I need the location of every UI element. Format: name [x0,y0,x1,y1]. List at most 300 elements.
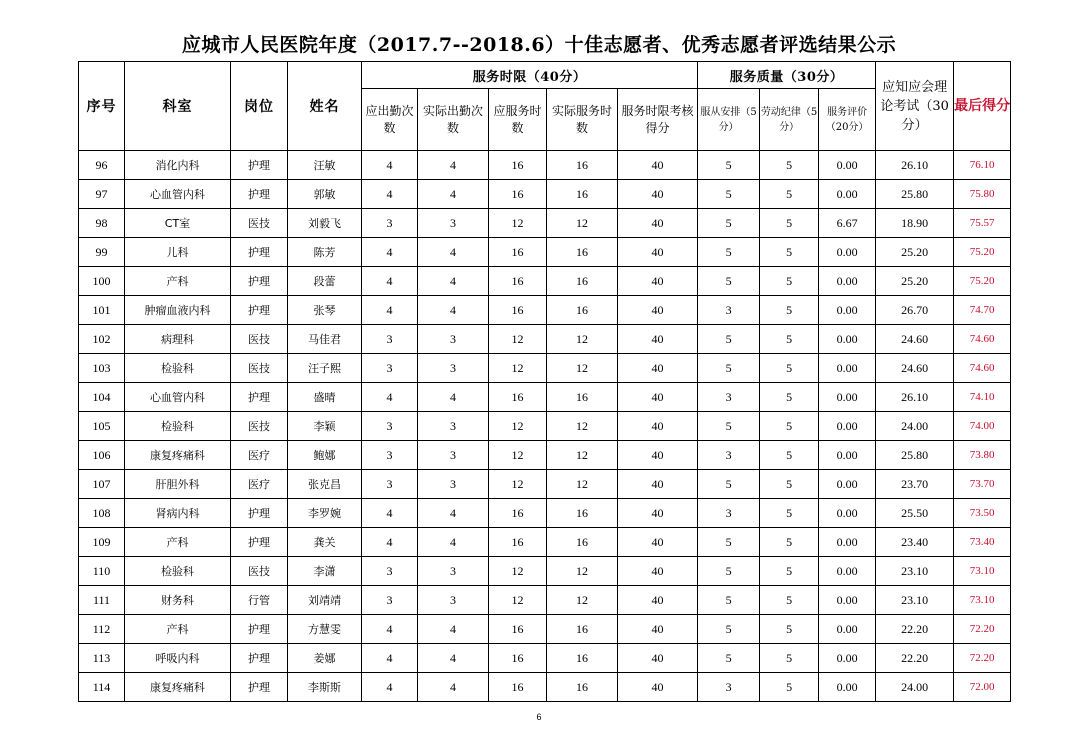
cell-evaluation: 0.00 [819,267,876,296]
table-row [79,528,1011,557]
cell-dept: 心血管内科 [125,383,231,412]
cell-discipline: 5 [760,296,819,325]
cell-final-score: 72.20 [954,644,1011,673]
cell-actual-attendance: 4 [418,296,489,325]
cell-discipline: 5 [760,499,819,528]
cell-discipline: 5 [760,209,819,238]
cell-expected-hours: 12 [489,209,547,238]
cell-actual-hours: 12 [547,586,618,615]
cell-evaluation: 0.00 [819,441,876,470]
cell-final-score: 74.00 [954,412,1011,441]
cell-actual-hours: 16 [547,673,618,702]
cell-discipline: 5 [760,441,819,470]
cell-dept: 心血管内科 [125,180,231,209]
cell-dept: 康复疼痛科 [125,673,231,702]
cell-expected-hours: 16 [489,180,547,209]
cell-evaluation: 0.00 [819,586,876,615]
cell-final-score: 73.50 [954,499,1011,528]
cell-obey: 5 [698,644,760,673]
cell-exam: 24.60 [876,354,954,383]
cell-expected-attendance: 3 [362,586,418,615]
cell-expected-attendance: 4 [362,383,418,412]
cell-obey: 5 [698,557,760,586]
cell-exam: 23.10 [876,557,954,586]
cell-actual-hours: 12 [547,209,618,238]
table-row [79,673,1011,702]
cell-expected-hours: 16 [489,673,547,702]
cell-dept: 儿科 [125,238,231,267]
cell-actual-hours: 16 [547,267,618,296]
cell-exam: 24.00 [876,673,954,702]
table-row [79,412,1011,441]
header-discipline: 劳动纪律（5分） [760,89,819,151]
cell-expected-hours: 16 [489,296,547,325]
cell-seq: 113 [79,644,125,673]
cell-expected-attendance: 4 [362,528,418,557]
header-time-score: 服务时限考核得分 [618,89,698,151]
cell-dept: 产科 [125,267,231,296]
cell-expected-hours: 16 [489,644,547,673]
cell-evaluation: 6.67 [819,209,876,238]
table-row [79,180,1011,209]
cell-actual-attendance: 3 [418,441,489,470]
cell-exam: 18.90 [876,209,954,238]
cell-actual-attendance: 4 [418,499,489,528]
cell-time-score: 40 [618,673,698,702]
cell-discipline: 5 [760,673,819,702]
cell-expected-attendance: 3 [362,412,418,441]
cell-evaluation: 0.00 [819,238,876,267]
cell-time-score: 40 [618,354,698,383]
cell-actual-hours: 16 [547,383,618,412]
cell-dept: 检验科 [125,557,231,586]
cell-expected-hours: 16 [489,528,547,557]
cell-actual-attendance: 4 [418,180,489,209]
cell-seq: 112 [79,615,125,644]
cell-exam: 24.00 [876,412,954,441]
cell-final-score: 73.10 [954,586,1011,615]
cell-exam: 25.50 [876,499,954,528]
cell-actual-attendance: 3 [418,354,489,383]
cell-obey: 3 [698,383,760,412]
cell-name: 李罗婉 [288,499,362,528]
cell-actual-hours: 16 [547,499,618,528]
header-final-score: 最后得分 [954,62,1011,151]
cell-time-score: 40 [618,586,698,615]
header-name: 姓名 [288,62,362,151]
cell-expected-attendance: 4 [362,296,418,325]
cell-name: 李颖 [288,412,362,441]
cell-exam: 26.70 [876,296,954,325]
page-number: 6 [536,712,542,722]
table-row [79,644,1011,673]
table-row [79,586,1011,615]
cell-expected-hours: 16 [489,499,547,528]
cell-discipline: 5 [760,238,819,267]
cell-post: 护理 [231,383,288,412]
cell-name: 张克昌 [288,470,362,499]
cell-actual-hours: 16 [547,528,618,557]
cell-actual-hours: 12 [547,325,618,354]
cell-actual-attendance: 4 [418,644,489,673]
cell-seq: 108 [79,499,125,528]
cell-time-score: 40 [618,209,698,238]
cell-dept: 肾病内科 [125,499,231,528]
cell-name: 张琴 [288,296,362,325]
cell-name: 汪敏 [288,151,362,180]
cell-expected-hours: 12 [489,586,547,615]
cell-seq: 104 [79,383,125,412]
cell-final-score: 73.70 [954,470,1011,499]
cell-expected-hours: 16 [489,267,547,296]
cell-final-score: 75.20 [954,238,1011,267]
cell-final-score: 73.80 [954,441,1011,470]
cell-time-score: 40 [618,325,698,354]
cell-name: 马佳君 [288,325,362,354]
cell-actual-attendance: 3 [418,325,489,354]
cell-actual-hours: 16 [547,151,618,180]
cell-obey: 5 [698,528,760,557]
cell-exam: 22.20 [876,644,954,673]
cell-post: 护理 [231,673,288,702]
cell-expected-attendance: 3 [362,470,418,499]
cell-seq: 111 [79,586,125,615]
cell-name: 陈芳 [288,238,362,267]
cell-evaluation: 0.00 [819,615,876,644]
cell-evaluation: 0.00 [819,557,876,586]
cell-post: 护理 [231,238,288,267]
cell-dept: 检验科 [125,354,231,383]
cell-discipline: 5 [760,180,819,209]
cell-discipline: 5 [760,412,819,441]
cell-post: 护理 [231,151,288,180]
cell-evaluation: 0.00 [819,296,876,325]
cell-actual-hours: 12 [547,412,618,441]
cell-actual-attendance: 4 [418,151,489,180]
cell-expected-hours: 12 [489,412,547,441]
cell-actual-attendance: 4 [418,673,489,702]
cell-time-score: 40 [618,180,698,209]
cell-time-score: 40 [618,644,698,673]
cell-discipline: 5 [760,644,819,673]
table-row [79,267,1011,296]
cell-evaluation: 0.00 [819,354,876,383]
cell-obey: 5 [698,354,760,383]
cell-final-score: 74.60 [954,354,1011,383]
cell-evaluation: 0.00 [819,180,876,209]
cell-actual-attendance: 4 [418,267,489,296]
cell-seq: 109 [79,528,125,557]
cell-dept: 消化内科 [125,151,231,180]
cell-obey: 5 [698,325,760,354]
cell-discipline: 5 [760,267,819,296]
cell-dept: 产科 [125,615,231,644]
cell-time-score: 40 [618,267,698,296]
cell-time-score: 40 [618,615,698,644]
cell-post: 护理 [231,499,288,528]
table-row [79,557,1011,586]
cell-name: 鲍娜 [288,441,362,470]
cell-time-score: 40 [618,499,698,528]
results-table [78,61,1011,702]
cell-dept: 呼吸内科 [125,644,231,673]
cell-final-score: 75.20 [954,267,1011,296]
cell-expected-attendance: 4 [362,238,418,267]
table-row [79,151,1011,180]
cell-seq: 97 [79,180,125,209]
cell-exam: 25.80 [876,180,954,209]
cell-evaluation: 0.00 [819,644,876,673]
cell-exam: 26.10 [876,383,954,412]
cell-obey: 5 [698,615,760,644]
cell-expected-attendance: 4 [362,180,418,209]
table-row [79,296,1011,325]
cell-seq: 99 [79,238,125,267]
cell-time-score: 40 [618,151,698,180]
cell-expected-attendance: 4 [362,644,418,673]
page-title: 应城市人民医院年度（2017.7--2018.6）十佳志愿者、优秀志愿者评选结果公示 [181,34,897,56]
cell-expected-attendance: 4 [362,267,418,296]
cell-seq: 107 [79,470,125,499]
table-row [79,499,1011,528]
cell-post: 医技 [231,325,288,354]
header-service-time-group: 服务时限（40分） [362,62,698,89]
cell-seq: 102 [79,325,125,354]
cell-post: 护理 [231,644,288,673]
cell-name: 郭敏 [288,180,362,209]
cell-dept: 产科 [125,528,231,557]
cell-actual-attendance: 3 [418,412,489,441]
cell-actual-attendance: 3 [418,586,489,615]
cell-actual-hours: 16 [547,615,618,644]
cell-expected-attendance: 4 [362,151,418,180]
cell-name: 姜娜 [288,644,362,673]
cell-obey: 5 [698,412,760,441]
table-row [79,209,1011,238]
header-obey: 服从安排（5分） [698,89,760,151]
header-actual-hours: 实际服务时数 [547,89,618,151]
table-row [79,615,1011,644]
header-actual-attendance: 实际出勤次数 [418,89,489,151]
cell-final-score: 76.10 [954,151,1011,180]
cell-seq: 96 [79,151,125,180]
cell-obey: 5 [698,209,760,238]
cell-actual-hours: 16 [547,296,618,325]
cell-actual-hours: 16 [547,238,618,267]
cell-time-score: 40 [618,412,698,441]
cell-dept: 检验科 [125,412,231,441]
cell-final-score: 73.40 [954,528,1011,557]
cell-actual-attendance: 4 [418,238,489,267]
cell-obey: 3 [698,673,760,702]
cell-obey: 3 [698,499,760,528]
cell-post: 护理 [231,296,288,325]
cell-post: 医疗 [231,441,288,470]
cell-exam: 22.20 [876,615,954,644]
cell-expected-hours: 12 [489,470,547,499]
cell-obey: 3 [698,296,760,325]
cell-post: 医疗 [231,470,288,499]
cell-expected-attendance: 3 [362,441,418,470]
cell-actual-attendance: 4 [418,615,489,644]
cell-final-score: 72.00 [954,673,1011,702]
cell-seq: 114 [79,673,125,702]
header-post: 岗位 [231,62,288,151]
cell-dept: CT室 [125,209,231,238]
cell-final-score: 75.80 [954,180,1011,209]
cell-expected-attendance: 4 [362,499,418,528]
cell-evaluation: 0.00 [819,383,876,412]
table-row [79,354,1011,383]
cell-discipline: 5 [760,354,819,383]
cell-exam: 25.80 [876,441,954,470]
cell-discipline: 5 [760,325,819,354]
cell-actual-hours: 12 [547,441,618,470]
cell-actual-hours: 12 [547,470,618,499]
cell-obey: 5 [698,238,760,267]
cell-dept: 财务科 [125,586,231,615]
cell-seq: 100 [79,267,125,296]
cell-obey: 5 [698,470,760,499]
cell-expected-attendance: 4 [362,615,418,644]
cell-time-score: 40 [618,470,698,499]
cell-name: 方慧雯 [288,615,362,644]
cell-evaluation: 0.00 [819,528,876,557]
cell-expected-hours: 16 [489,615,547,644]
cell-actual-attendance: 3 [418,209,489,238]
cell-evaluation: 0.00 [819,673,876,702]
cell-expected-attendance: 3 [362,209,418,238]
cell-obey: 5 [698,180,760,209]
header-evaluation: 服务评价（20分） [819,89,876,151]
cell-dept: 病理科 [125,325,231,354]
cell-exam: 24.60 [876,325,954,354]
cell-exam: 23.70 [876,470,954,499]
cell-actual-hours: 16 [547,180,618,209]
cell-post: 医技 [231,354,288,383]
cell-seq: 110 [79,557,125,586]
cell-expected-attendance: 3 [362,557,418,586]
cell-actual-attendance: 4 [418,528,489,557]
cell-time-score: 40 [618,557,698,586]
cell-discipline: 5 [760,615,819,644]
cell-evaluation: 0.00 [819,470,876,499]
cell-final-score: 73.10 [954,557,1011,586]
cell-evaluation: 0.00 [819,499,876,528]
cell-time-score: 40 [618,238,698,267]
cell-time-score: 40 [618,383,698,412]
cell-evaluation: 0.00 [819,325,876,354]
table-row [79,238,1011,267]
cell-exam: 23.10 [876,586,954,615]
cell-expected-hours: 12 [489,325,547,354]
cell-expected-attendance: 3 [362,354,418,383]
cell-obey: 3 [698,441,760,470]
cell-post: 医技 [231,412,288,441]
cell-name: 盛晴 [288,383,362,412]
cell-name: 段蕾 [288,267,362,296]
cell-name: 刘毅飞 [288,209,362,238]
cell-discipline: 5 [760,151,819,180]
cell-discipline: 5 [760,383,819,412]
header-service-quality-group: 服务质量（30分） [698,62,876,89]
cell-time-score: 40 [618,296,698,325]
cell-expected-hours: 12 [489,354,547,383]
cell-actual-attendance: 4 [418,383,489,412]
cell-time-score: 40 [618,528,698,557]
cell-discipline: 5 [760,528,819,557]
cell-name: 李斯斯 [288,673,362,702]
cell-actual-hours: 12 [547,557,618,586]
table-body [79,151,1011,702]
table-row [79,325,1011,354]
cell-final-score: 74.60 [954,325,1011,354]
cell-seq: 105 [79,412,125,441]
header-dept: 科室 [125,62,231,151]
cell-discipline: 5 [760,557,819,586]
cell-expected-hours: 12 [489,441,547,470]
cell-actual-hours: 12 [547,354,618,383]
cell-final-score: 72.20 [954,615,1011,644]
cell-seq: 103 [79,354,125,383]
header-seq: 序号 [79,62,125,151]
cell-exam: 25.20 [876,238,954,267]
cell-dept: 肿瘤血液内科 [125,296,231,325]
cell-actual-attendance: 3 [418,557,489,586]
cell-dept: 肝胆外科 [125,470,231,499]
header-expected-hours: 应服务时数 [489,89,547,151]
cell-expected-hours: 16 [489,383,547,412]
cell-seq: 106 [79,441,125,470]
cell-final-score: 74.10 [954,383,1011,412]
cell-post: 行管 [231,586,288,615]
cell-seq: 101 [79,296,125,325]
table-row [79,470,1011,499]
cell-evaluation: 0.00 [819,151,876,180]
cell-post: 护理 [231,615,288,644]
table-row [79,441,1011,470]
table-row [79,383,1011,412]
cell-seq: 98 [79,209,125,238]
cell-exam: 25.20 [876,267,954,296]
cell-final-score: 74.70 [954,296,1011,325]
cell-obey: 5 [698,267,760,296]
cell-discipline: 5 [760,586,819,615]
cell-exam: 26.10 [876,151,954,180]
cell-post: 护理 [231,267,288,296]
cell-name: 龚关 [288,528,362,557]
cell-post: 护理 [231,180,288,209]
cell-expected-hours: 12 [489,557,547,586]
cell-expected-hours: 16 [489,151,547,180]
cell-actual-hours: 16 [547,644,618,673]
cell-evaluation: 0.00 [819,412,876,441]
cell-obey: 5 [698,586,760,615]
cell-actual-attendance: 3 [418,470,489,499]
header-exam: 应知应会理论考试（30分） [876,62,954,151]
cell-post: 医技 [231,557,288,586]
cell-post: 护理 [231,528,288,557]
cell-expected-attendance: 4 [362,673,418,702]
cell-discipline: 5 [760,470,819,499]
cell-name: 李潇 [288,557,362,586]
cell-time-score: 40 [618,441,698,470]
cell-expected-hours: 16 [489,238,547,267]
header-expected-attendance: 应出勤次数 [362,89,418,151]
cell-name: 刘靖靖 [288,586,362,615]
cell-obey: 5 [698,151,760,180]
cell-expected-attendance: 3 [362,325,418,354]
